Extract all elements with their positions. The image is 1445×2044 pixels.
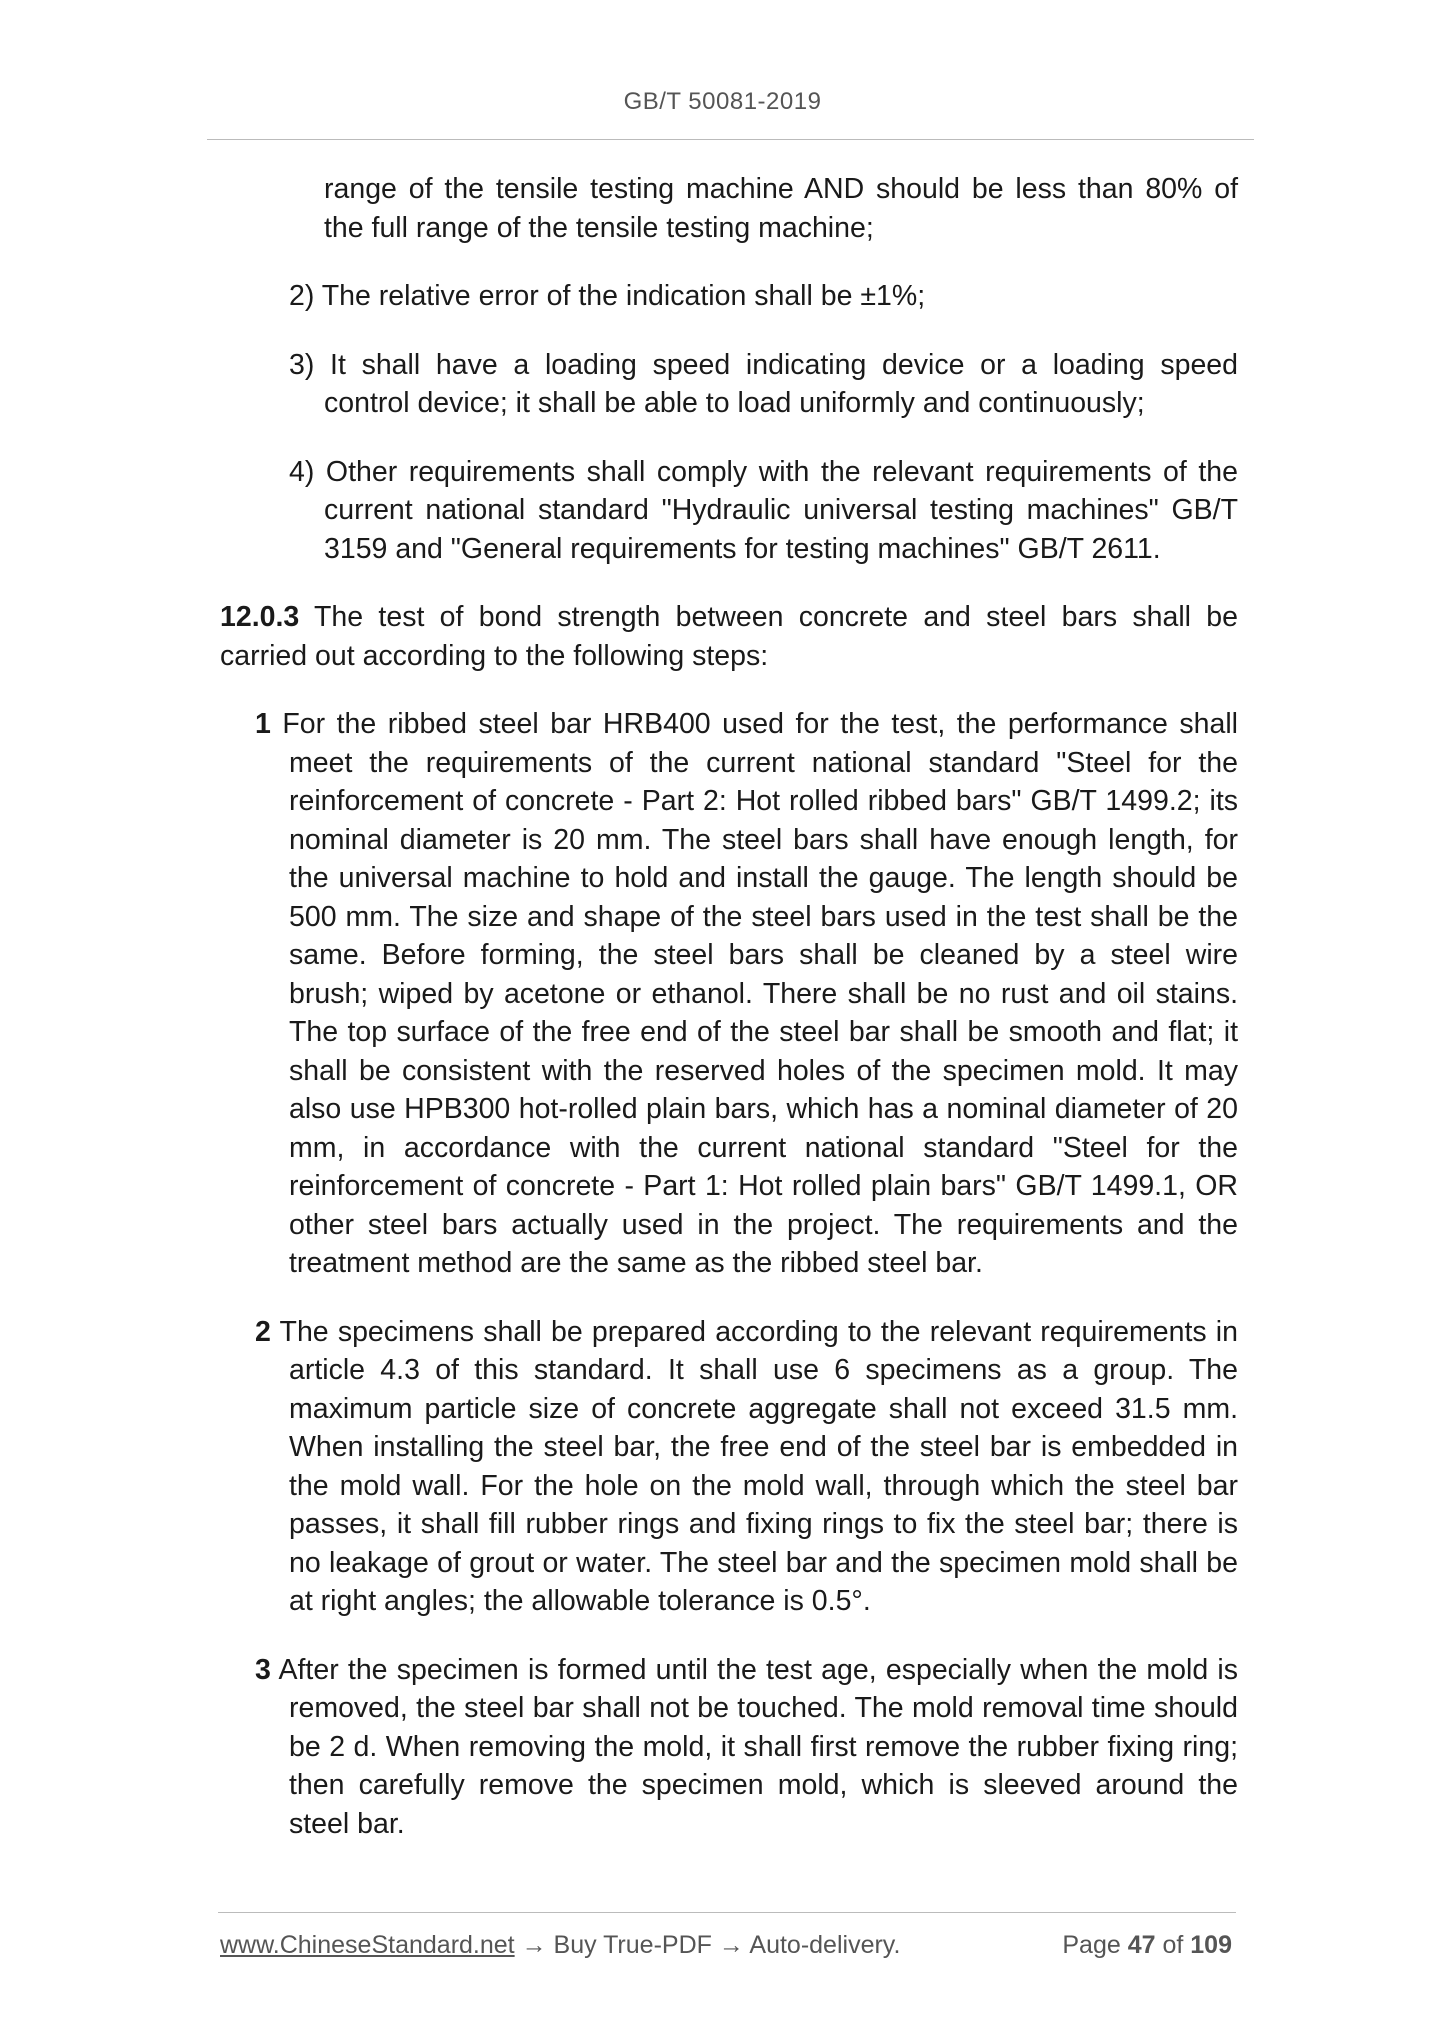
step-item-2 — [255, 1313, 1238, 1621]
list-item-4: 4) Other requirements shall comply with the relevant requirements of the current national standard "Hydraulic universal testing machines" GB/T 3159 and "General requirements for testing machines" GB/T 2611. — [289, 455, 1238, 565]
page-header-standard-code: GB/T 50081-2019 — [623, 88, 822, 115]
step-text: For the ribbed steel bar HRB400 used for the test, the performance shall meet the requirements of the current national standard "Steel for the reinforcement of concrete - Part 2: Hot rolled ribbed bars" GB/T 1499.2; its nominal diameter is 20 mm. The steel bars shall have enough length, for the universal machine to hold and install the gauge. The length should be 500 mm. The size and shape of the steel bars used in the test shall be the same. Before forming, the steel bars shall be cleaned by a steel wire brush; wiped by acetone or ethanol. There shall be no rust and oil stains. The top surface of the free end of the steel bar shall be smooth and flat; it shall be consistent with the reserved holes of the specimen mold. It may also use HPB300 hot-rolled plain bars, which has a nominal diameter of 20 mm, in accordance with the current national standard "Steel for the reinforcement of concrete - Part 1: Hot rolled plain bars" GB/T 1499.1, OR other steel bars actually used in the project. The requirements and the treatment method are the same as the ribbed steel bar. — [270, 708, 1238, 1279]
clause-number: 12.0.3 — [220, 601, 300, 633]
step-text: The specimens shall be prepared according to the relevant requirements in article 4.3 of this standard. It shall use 6 specimens as a group. The maximum particle size of concrete aggregate shall not exceed 31.5 mm. When installing the steel bar, the free end of the steel bar is embedded in the mold wall. For the hole on the mold wall, through which the steel bar passes, it shall fill rubber rings and fixing rings to fix the steel bar; there is no leakage of grout or water. The steel bar and the specimen mold shall be at right angles; the allowable tolerance is 0.5°. — [270, 1315, 1238, 1617]
step-number: 2 — [255, 1315, 271, 1348]
page-current: 47 — [1127, 1931, 1156, 1959]
step-number: 1 — [255, 708, 271, 740]
list-item-1-continuation: range of the tensile testing machine AND should be less than 80% of the full range of the tensile testing machine; — [324, 173, 1238, 244]
footer-divider — [218, 1912, 1236, 1913]
page-indicator — [1062, 1931, 1232, 1960]
footer-promo — [220, 1931, 900, 1960]
page-label: Page — [1062, 1931, 1121, 1959]
footer-tagline: → Buy True-PDF → Auto-delivery. — [514, 1931, 901, 1959]
step-item-3 — [255, 1651, 1238, 1844]
clause-text: The test of bond strength between concrete and steel bars shall be carried out according to the following steps: — [220, 601, 1238, 672]
step-number: 3 — [255, 1653, 271, 1686]
document-body — [220, 170, 1238, 1873]
clause-12-0-3 — [220, 598, 1238, 675]
step-item-1 — [255, 705, 1238, 1283]
list-item-2: 2) The relative error of the indication shall be ±1%; — [289, 280, 926, 312]
list-item-3: 3) It shall have a loading speed indicating device or a loading speed control device; it shall be able to load uniformly and continuously; — [289, 348, 1238, 419]
page-total: 109 — [1190, 1931, 1232, 1959]
of-label: of — [1162, 1931, 1184, 1959]
website-link[interactable]: www.ChineseStandard.net — [220, 1931, 515, 1959]
header-divider — [207, 139, 1254, 140]
step-text: After the specimen is formed until the test age, especially when the mold is removed, the steel bar shall not be touched. The mold removal time should be 2 d. When removing the mold, it shall first remove the rubber fixing ring; then carefully remove the specimen mold, which is sleeved around the steel bar. — [270, 1653, 1238, 1840]
